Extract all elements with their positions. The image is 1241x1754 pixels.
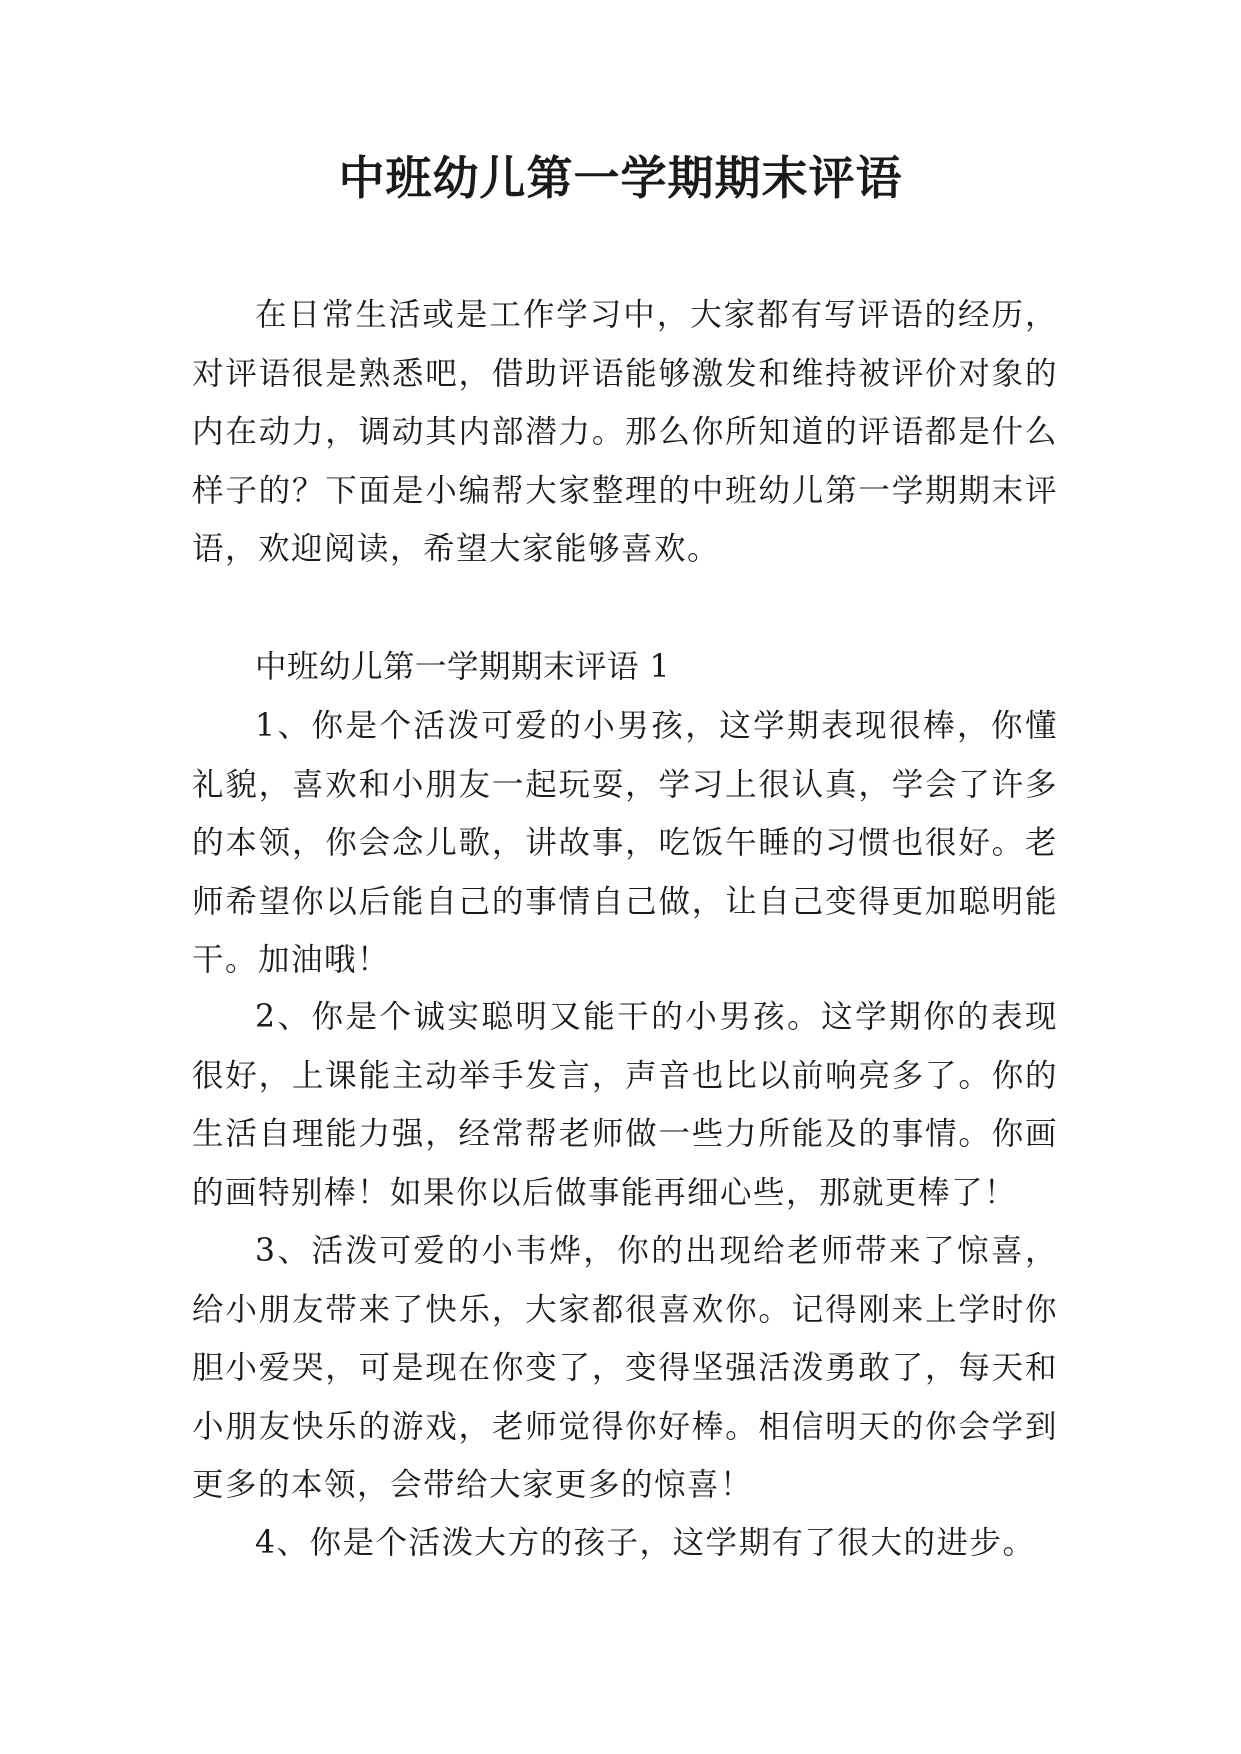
document-title: 中班幼儿第一学期期末评语 [338,151,903,205]
comment-item-3: 3、活泼可爱的小韦烨，你的出现给老师带来了惊喜，给小朋友带来了快乐，大家都很喜欢你。记得刚来上学时你胆小爱哭，可是现在你变了，变得坚强活泼勇敢了，每天和小朋友快乐的游戏，老师觉得你好棒。相信明天的你会学到更多的本领，会带给大家更多的惊喜！ [192,1233,1058,1503]
intro-paragraph: 在日常生活或是工作学习中，大家都有写评语的经历，对评语很是熟悉吧，借助评语能够激发和维持被评价对象的内在动力，调动其内部潜力。那么你所知道的评语都是什么样子的？下面是小编帮大家整理的中班幼儿第一学期期末评语，欢迎阅读，希望大家能够喜欢。 [192,297,1058,567]
section-heading: 中班幼儿第一学期期末评语 1 [255,649,671,685]
comment-item-4: 4、你是个活泼大方的孩子，这学期有了很大的进步。 [255,1525,1036,1561]
comment-item-1: 1、你是个活泼可爱的小男孩，这学期表现很棒，你懂礼貌，喜欢和小朋友一起玩耍，学习上很认真，学会了许多的本领，你会念儿歌，讲故事，吃饭午睡的习惯也很好。老师希望你以后能自己的事情自己做，让自己变得更加聪明能干。加油哦！ [192,708,1058,978]
comment-item-2: 2、你是个诚实聪明又能干的小男孩。这学期你的表现很好，上课能主动举手发言，声音也比以前响亮多了。你的生活自理能力强，经常帮老师做一些力所能及的事情。你画的画特别棒！如果你以后做事能再细心些，那就更棒了！ [192,999,1058,1211]
